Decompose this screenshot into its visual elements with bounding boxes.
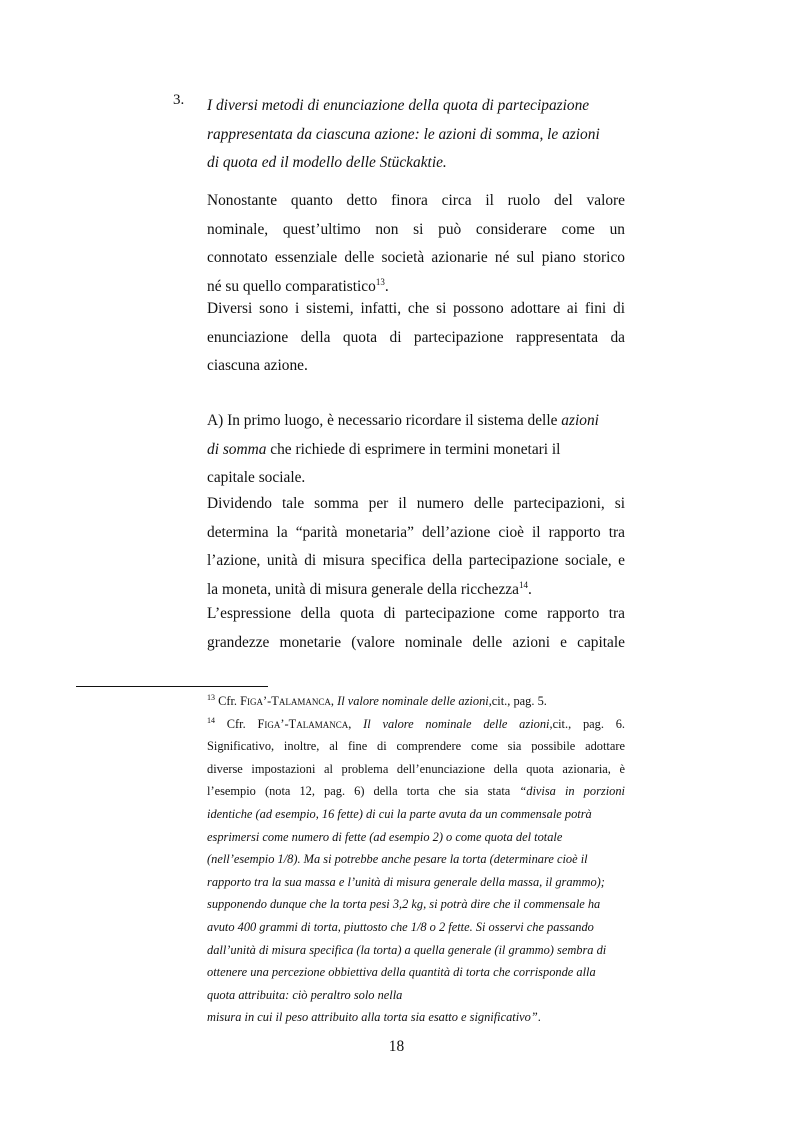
text-run: Cfr. (215, 694, 241, 708)
text-line: enunciazione della quota di partecipazione rappresentata da (207, 328, 625, 346)
footnote-13 (207, 690, 625, 713)
text-line: connotato essenziale delle società azionarie né sul piano storico (207, 249, 625, 266)
text-line: l’azione, unità di misura specifica della partecipazione sociale, e (207, 552, 625, 569)
text-line: Dividendo tale somma per il numero delle partecipazioni, si (207, 495, 625, 512)
paragraph-3 (207, 407, 625, 493)
work-title: Il valore nominale delle azioni (337, 694, 489, 708)
paragraph-5 (207, 600, 625, 657)
text-line: grandezze monetarie (valore nominale delle azioni e capitale (207, 633, 625, 651)
text-run: la moneta, unità di misura generale della ricchezza (207, 580, 519, 598)
text-line (207, 407, 625, 436)
text-run-italic: misura in cui il peso attribuito alla torta sia esatto e significativo” (207, 1010, 538, 1025)
footnote-ref-13[interactable]: 13 (375, 276, 385, 287)
text-run-italic: azioni (561, 412, 599, 429)
footnote-line: (nell’esempio 1/8). Ma si potrebbe anche pesare la torta (determinare cioè il (207, 852, 588, 867)
footnote-separator (76, 686, 268, 687)
text-run: , (330, 694, 338, 708)
text-line: nominale, quest’ultimo non si può considerare come un (207, 220, 625, 238)
footnote-number: 14 (207, 715, 215, 725)
author-name: Figa’-Talamanca (240, 694, 331, 708)
text-run: Cfr. (215, 716, 258, 731)
author-name: Figa’-Talamanca (257, 716, 349, 731)
footnote-line: diverse impostazioni al problema dell’enunciazione della quota azionaria, è (207, 761, 625, 776)
footnote-line (207, 1006, 625, 1029)
text-run-italic: di somma (207, 440, 267, 458)
text-run: né su quello comparatistico (207, 277, 376, 295)
section-title-line: di quota ed il modello delle Stückaktie. (207, 154, 447, 171)
footnote-ref-14[interactable]: 14 (518, 579, 528, 590)
footnote-line: osservi che passando dall’unità di misura specifica (la torta) a quella (207, 919, 594, 957)
text-line: ciascuna azione. (207, 357, 308, 374)
footnote-line (207, 780, 625, 803)
work-title: Il valore nominale delle azioni (363, 716, 550, 731)
paragraph-4 (207, 490, 625, 604)
text-line: capitale sociale. (207, 469, 306, 486)
text-run: ,cit., pag. 5. (488, 694, 547, 708)
text-line: L’espressione della quota di partecipazione come rapporto tra (207, 605, 625, 622)
text-run: . (384, 277, 389, 295)
paragraph-1 (207, 187, 625, 301)
footnote-line (207, 690, 625, 713)
text-run: A) In primo luogo, è necessario ricordare il sistema delle (207, 412, 562, 429)
section-title-line: I diversi metodi di enunciazione della quota di partecipazione (207, 97, 590, 114)
footnote-line: quantità di torta che corrisponde alla quota attribuita: ciò peraltro solo nella (207, 965, 596, 1002)
text-line: Nonostante quanto detto finora circa il ruolo del valore (207, 192, 625, 209)
footnote-line (207, 713, 625, 736)
page-number: 18 (388, 1038, 405, 1055)
footnote-line: commensale ha avuto 400 grammi di torta, piuttosto che 1/8 o 2 fette. Si (207, 897, 601, 934)
footnotes (207, 690, 625, 1029)
text-run: l’esempio (nota 12, pag. 6) della torta che sia stata (207, 784, 520, 799)
section-title-line: rappresentata da ciascuna azione: le azioni di somma, le azioni (207, 125, 600, 143)
footnote-14 (207, 713, 625, 1029)
footnote-number: 13 (207, 692, 215, 702)
footnote-line: grammo); supponendo dunque che la torta pesi 3,2 kg, si potrà dire che il (207, 874, 605, 912)
text-run-italic: “divisa in porzioni (519, 784, 625, 799)
footnote-line: rapporto tra la sua massa e l’unità di misura generale della massa, il (207, 874, 553, 889)
footnote-line: identiche (ad esempio, 16 fette) di cui la parte avuta da un commensale (207, 806, 562, 821)
text-line (207, 436, 625, 465)
footnote-line: potrà esprimersi come numero di fette (ad esempio 2) o come quota del totale (207, 806, 592, 844)
text-line: determina la “parità monetaria” dell’azione cioè il rapporto tra (207, 523, 625, 541)
footnote-line: generale (il grammo) sembra di ottenere una percezione obbiettiva della (207, 942, 607, 980)
section-number: 3. (173, 92, 185, 108)
paragraph-2 (207, 295, 625, 381)
text-line: Diversi sono i sistemi, infatti, che si possono adottare ai fini di (207, 300, 625, 317)
text-run: ,cit., pag. 6. (549, 716, 626, 731)
text-run: che richiede di esprimere in termini monetari il (266, 440, 561, 458)
text-run: . (527, 580, 532, 598)
footnote-line: Significativo, inoltre, al fine di comprendere come sia possibile adottare (207, 739, 625, 754)
section-title (207, 92, 625, 178)
text-run: . (537, 1010, 541, 1025)
text-run: , (348, 716, 364, 731)
